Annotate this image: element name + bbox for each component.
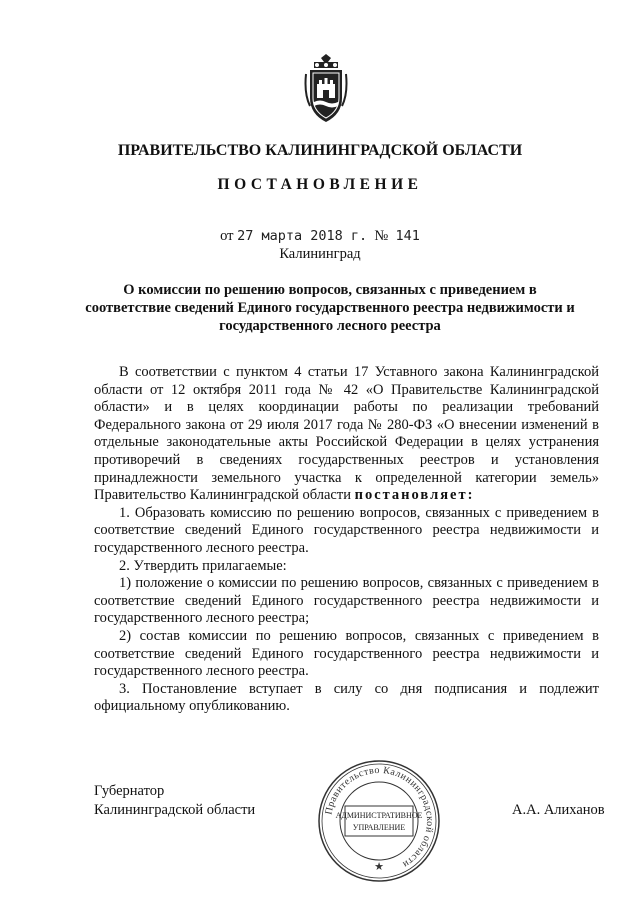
government-title: ПРАВИТЕЛЬСТВО КАЛИНИНГРАДСКОЙ ОБЛАСТИ bbox=[117, 142, 523, 159]
number-sign: № bbox=[374, 228, 389, 244]
document-body bbox=[94, 364, 599, 716]
signatory-title bbox=[94, 782, 255, 820]
official-stamp bbox=[316, 758, 442, 884]
number-value: 141 bbox=[395, 228, 420, 244]
city: Калининград bbox=[279, 246, 361, 262]
stamp-ring-text: Правительство Калининградской области bbox=[323, 764, 436, 871]
item-2-1: 1) положение о комиссии по решению вопросов, связанных с приведением в соответствие сведений Единого государственного реестра недвижимости и государственного лесного реестра; bbox=[94, 575, 599, 627]
item-3: 3. Постановление вступает в силу со дня подписания и подлежит официальному опубликованию. bbox=[94, 680, 599, 715]
date-prefix: от bbox=[220, 228, 234, 244]
signatory-name: А.А. Алиханов bbox=[512, 802, 605, 818]
date-number-line bbox=[0, 228, 640, 245]
item-2-2: 2) состав комиссии по решению вопросов, связанных с приведением в соответствие сведений Единого государственного реестра недвижимости и государственного лесного реестра. bbox=[94, 627, 599, 680]
decree-word: постановляет: bbox=[354, 487, 475, 504]
date-value: 27 марта 2018 г. bbox=[237, 228, 368, 244]
preamble-text: В соответствии с пунктом 4 статьи 17 Уставного закона Калининградской области от 12 октября 2011 года № 42 «О Правительстве Калининградской области» и в целях координации работы по реализации требований Федерального закона от 29 июля 2017 года № 280-ФЗ «О внесении изменений в отдельные законодательные акты Российской Федерации в целях устранения противоречий в сведениях государственных реестров и установления принадлежности земельного участка к определенной категории земель» Правительство Калининградской области bbox=[94, 364, 599, 504]
item-1: 1. Образовать комиссию по решению вопросов, связанных с приведением в соответствие сведений Единого государственного реестра недвижимости и государственного лесного реестра. bbox=[94, 504, 599, 556]
signatory-title-line2: Калининградской области bbox=[94, 802, 256, 818]
stamp-center-line1: АДМИНИСТРАТИВНОЕ bbox=[335, 811, 423, 820]
preamble-paragraph bbox=[94, 364, 599, 505]
stamp-center-line2: УПРАВЛЕНИЕ bbox=[352, 823, 406, 832]
signatory-title-line1: Губернатор bbox=[94, 783, 165, 799]
document-kind: ПОСТАНОВЛЕНИЕ bbox=[217, 176, 423, 193]
item-2: 2. Утвердить прилагаемые: bbox=[119, 557, 287, 574]
document-subject: О комиссии по решению вопросов, связанных с приведением в соответствие сведений Единого государственного реестра недвижимости и государственного лесного реестра bbox=[85, 282, 575, 334]
coat-of-arms-icon bbox=[303, 54, 349, 124]
stamp-star-icon: ★ bbox=[374, 860, 384, 873]
